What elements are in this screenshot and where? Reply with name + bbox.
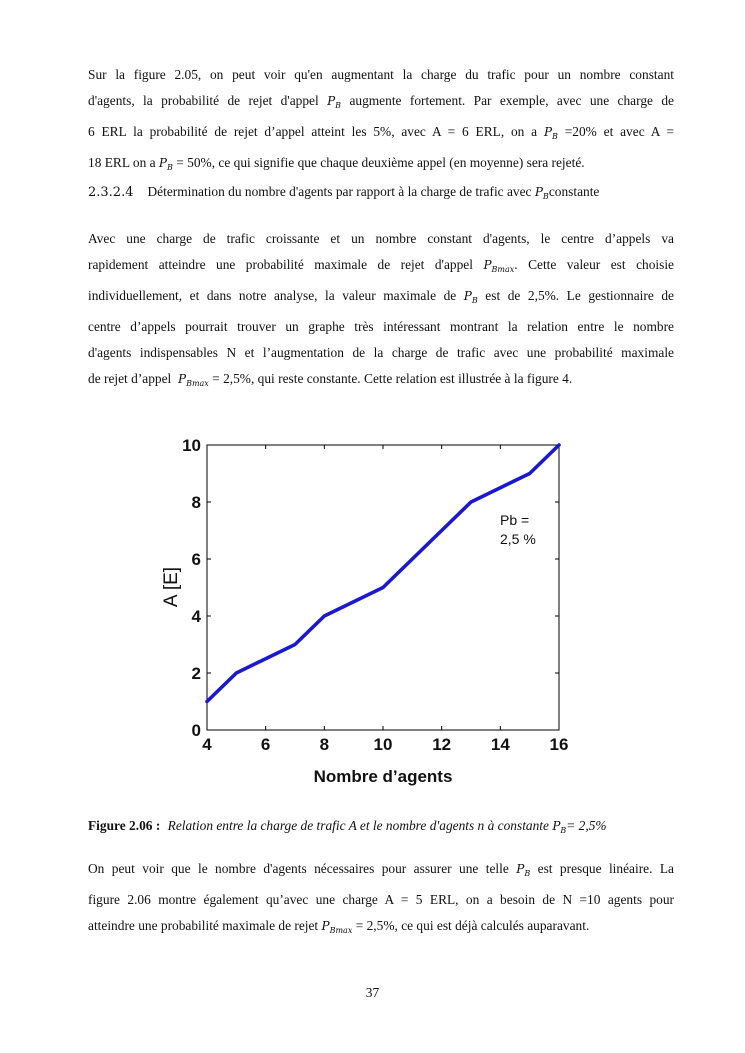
data-point	[529, 473, 531, 475]
section-title-suffix: constante	[548, 184, 600, 199]
analysis-line-6: de rejet d’appel $P_{Bmax} = 2,5\%$, qui reste constante. Cette relation est illustrée à la figure 4.	[88, 371, 573, 388]
conclusion-line-3: atteindre une probabilité maximale de rejet $P_{Bmax} = 2,5\%$, ce qui est déjà calculés auparavant.	[88, 918, 590, 935]
pb-symbol: $P_B$	[463, 289, 478, 305]
y-tick-label: 0	[191, 721, 201, 740]
conclusion-line-1: On peut voir que le nombre d'agents nécessaires pour assurer une telle $P_B$ est presque linéaire. La	[88, 861, 674, 878]
y-tick-label: 8	[191, 493, 201, 512]
data-point	[294, 644, 296, 646]
annotation-line-2: 2,5 %	[500, 531, 536, 547]
data-point	[558, 444, 560, 446]
data-point	[353, 601, 355, 603]
intro-line-4: 18 ERL on a $P_B = 50\%$, ce qui signifie que chaque deuxième appel (en moyenne) sera rejeté.	[88, 155, 585, 172]
pbmax-symbol: $P_{Bmax}$	[177, 372, 209, 388]
intro-line-3: 6 ERL la probabilité de rejet d’appel atteint les 5%, avec A = 6 ERL, on a $P_B =20\%$ et avec A =	[88, 124, 674, 141]
x-tick-label: 10	[373, 735, 393, 754]
y-tick-label: 4	[191, 607, 201, 626]
data-point	[412, 558, 414, 560]
x-tick-label: 12	[432, 735, 452, 754]
intro-line-1: Sur la figure 2.05, on peut voir qu'en augmentant la charge du trafic pour un nombre constant	[88, 67, 674, 82]
x-tick-label: 16	[549, 735, 569, 754]
data-point	[470, 501, 472, 503]
analysis-line-2: rapidement atteindre une probabilité maximale de rejet d'appel $P_{Bmax}$. Cette valeur est choisie	[88, 257, 674, 274]
intro-line-2: d'agents, la probabilité de rejet d'appel $P_B$ augmente fortement. Par exemple, avec une charge de	[88, 93, 674, 110]
conclusion-paragraph	[88, 856, 674, 944]
y-tick-label: 2	[191, 664, 201, 683]
y-tick-label: 6	[191, 550, 201, 569]
y-axis-label: A [E]	[161, 566, 182, 608]
conclusion-line-2: figure 2.06 montre également qu’avec une charge A = 5 ERL, on a besoin de N =10 agents pour	[88, 892, 674, 907]
analysis-line-5: d'agents indispensables N et l’augmentation de la charge de trafic avec une probabilité maximale	[88, 345, 674, 360]
x-tick-label: 14	[490, 735, 510, 754]
section-number: 2.3.2.4	[88, 185, 134, 200]
annotation-line-1: Pb =	[500, 512, 530, 528]
analysis-line-4: centre d’appels pourrait trouver un graphe très intéressant montrant la relation entre le nombre	[88, 319, 674, 334]
pb-symbol: $P_B$	[327, 94, 342, 110]
pb-symbol: $P_B$	[552, 819, 567, 835]
pb-symbol: $P_B$	[543, 125, 558, 141]
x-tick-label: 8	[319, 735, 330, 754]
figure-caption	[88, 818, 688, 835]
pb-symbol: $P_B$	[158, 156, 173, 172]
analysis-line-1: Avec une charge de trafic croissante et un nombre constant d'agents, le centre d’appels va	[88, 231, 674, 246]
series-line	[207, 445, 559, 702]
data-point	[236, 672, 238, 674]
y-tick-label: 10	[182, 436, 201, 455]
pb-symbol: $P_B$	[516, 862, 531, 878]
pbmax-symbol: $P_{Bmax}$	[483, 258, 515, 274]
data-point	[265, 658, 267, 660]
figure-caption-text: Relation entre la charge de trafic A et le nombre d'agents n à constante	[167, 818, 549, 833]
data-point	[206, 701, 208, 703]
data-point	[441, 530, 443, 532]
x-tick-label: 6	[260, 735, 271, 754]
x-tick-label: 4	[202, 735, 212, 754]
section-heading	[88, 184, 674, 201]
section-title: Détermination du nombre d'agents par rapport à la charge de trafic avec	[147, 184, 532, 199]
data-point	[324, 615, 326, 617]
x-axis-label: Nombre d’agents	[313, 767, 453, 786]
data-point	[382, 587, 384, 589]
analysis-paragraph	[88, 226, 674, 397]
figure-caption-value: = 2,5%	[566, 818, 607, 833]
pbmax-symbol: $P_{Bmax}$	[321, 919, 353, 935]
pb-symbol: $P_B$	[534, 185, 549, 201]
analysis-line-3: individuellement, et dans notre analyse, la valeur maximale de $P_B$ est de 2,5%. Le gestionnaire de	[88, 288, 674, 305]
traffic-load-chart	[155, 425, 585, 795]
intro-paragraph	[88, 62, 674, 181]
data-point	[500, 487, 502, 489]
page-number: 37	[365, 985, 380, 1000]
figure-label: Figure 2.06 :	[88, 818, 161, 833]
